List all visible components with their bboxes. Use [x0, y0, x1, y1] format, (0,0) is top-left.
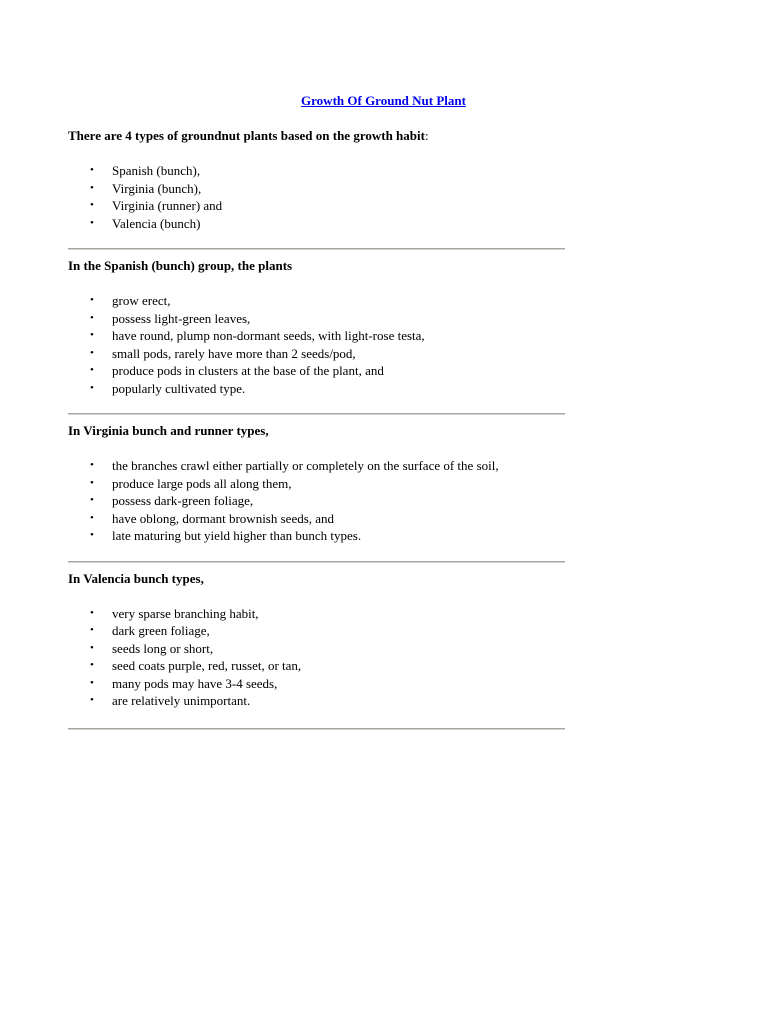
list-item: • very sparse branching habit,: [90, 605, 259, 621]
intro-heading: [68, 127, 565, 144]
intro-list: [68, 162, 565, 232]
list-item: • dark green foliage,: [90, 623, 210, 638]
bullet-icon: •: [90, 199, 94, 211]
bullet-icon: •: [90, 459, 94, 471]
bullet-icon: •: [90, 294, 94, 306]
list-item: • grow erect,: [90, 293, 171, 308]
list-item: • possess light-green leaves,: [90, 310, 251, 326]
list-item: • many pods may have 3-4 seeds,: [90, 675, 278, 691]
list-item: • have oblong, dormant brownish seeds, and: [90, 510, 335, 526]
page-title-link[interactable]: Growth Of Ground Nut Plant: [301, 93, 466, 108]
list-item: • Valencia (bunch): [90, 215, 201, 231]
list-item: • Spanish (bunch),: [90, 163, 201, 178]
list-item: • possess dark-green foliage,: [90, 493, 254, 508]
title-container: [138, 92, 635, 110]
valencia-list: [68, 605, 565, 710]
bullet-icon: •: [90, 381, 94, 394]
bullet-icon: •: [90, 364, 94, 376]
bullet-icon: •: [90, 476, 94, 489]
intro-heading-colon: :: [424, 128, 429, 143]
bullet-icon: •: [90, 676, 94, 689]
list-item: • produce pods in clusters at the base of the plant, and: [90, 363, 384, 378]
bullet-icon: •: [90, 181, 94, 194]
bullet-icon: •: [90, 606, 94, 619]
list-item: • are relatively unimportant.: [90, 693, 251, 708]
intro-heading-text: There are 4 types of groundnut plants based on the growth habit: [68, 128, 425, 143]
document-page: [68, 92, 565, 730]
list-item: • seed coats purple, red, russet, or tan,: [90, 658, 302, 673]
bullet-icon: •: [90, 494, 94, 506]
list-item: • late maturing but yield higher than bunch types.: [90, 528, 362, 543]
spanish-list: [68, 292, 565, 397]
bullet-icon: •: [90, 511, 94, 524]
bullet-icon: •: [90, 216, 94, 229]
bullet-icon: •: [90, 346, 94, 359]
horizontal-rule: [68, 728, 565, 730]
bullet-icon: •: [90, 624, 94, 636]
virginia-list: [68, 457, 565, 545]
list-item: • Virginia (runner) and: [90, 198, 223, 213]
valencia-heading: In Valencia bunch types,: [68, 570, 204, 586]
list-item: • seeds long or short,: [90, 640, 214, 656]
virginia-heading: In Virginia bunch and runner types,: [68, 423, 269, 438]
bullet-icon: •: [90, 529, 94, 541]
bullet-icon: •: [90, 311, 94, 324]
list-item: • the branches crawl either partially or completely on the surface of the soil,: [90, 458, 499, 473]
list-item: • small pods, rarely have more than 2 seeds/pod,: [90, 345, 356, 361]
bullet-icon: •: [90, 659, 94, 671]
bullet-icon: •: [90, 164, 94, 176]
bullet-icon: •: [90, 329, 94, 341]
list-item: • Virginia (bunch),: [90, 180, 202, 196]
bullet-icon: •: [90, 694, 94, 706]
list-item: • popularly cultivated type.: [90, 380, 246, 396]
list-item: • have round, plump non-dormant seeds, with light-rose testa,: [90, 328, 425, 343]
spanish-heading: In the Spanish (bunch) group, the plants: [68, 258, 293, 273]
bullet-icon: •: [90, 641, 94, 654]
list-item: • produce large pods all along them,: [90, 475, 292, 491]
